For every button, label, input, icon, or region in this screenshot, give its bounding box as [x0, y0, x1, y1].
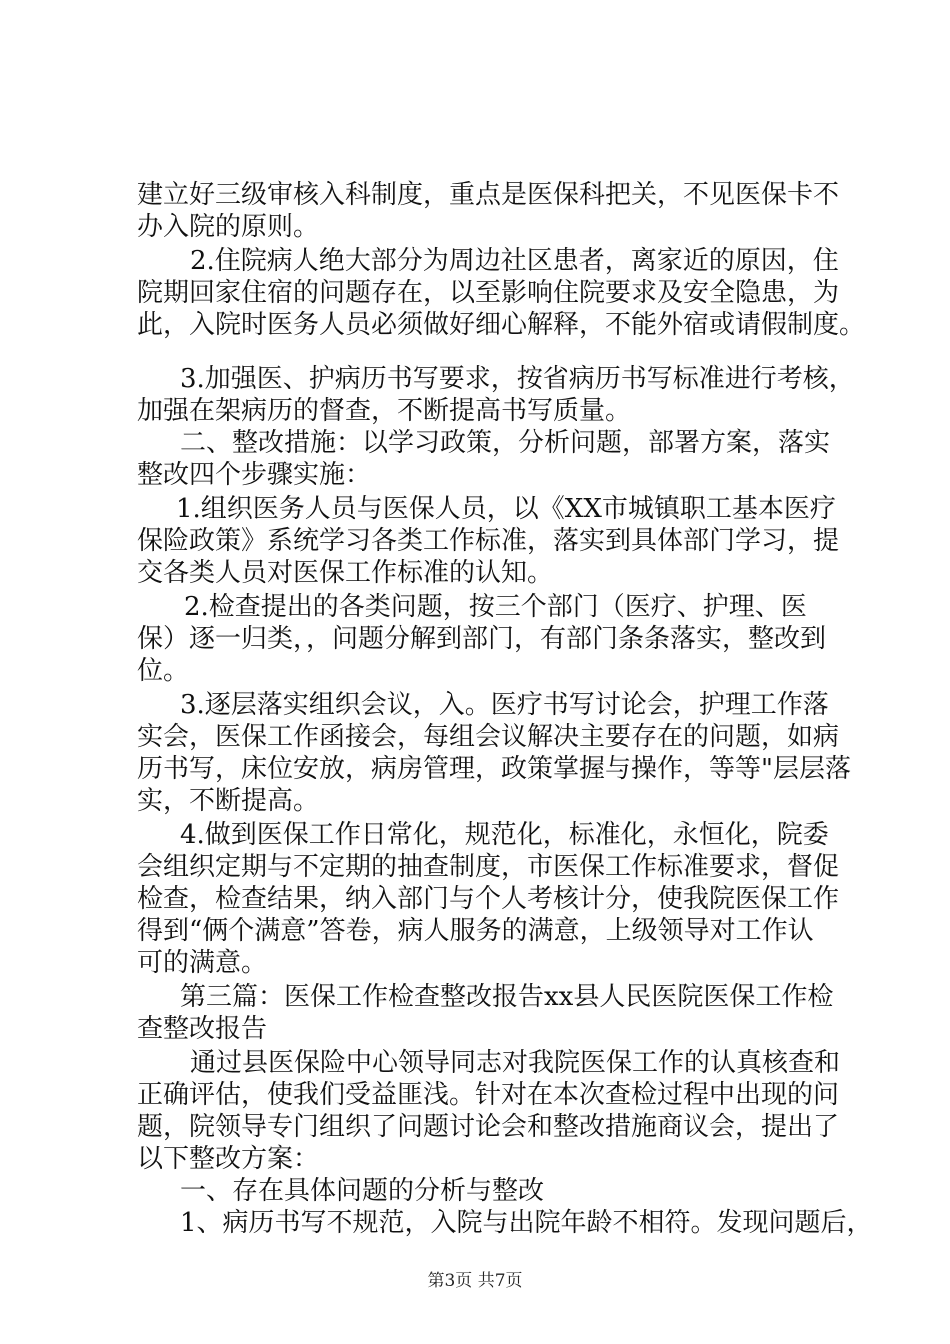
- page-number: 第3页 共7页: [427, 1271, 523, 1291]
- text-line: 正确评估，使我们受益匪浅。针对在本次查检过程中出现的问: [137, 1080, 840, 1110]
- text-line: 4.做到医保工作日常化，规范化，标准化，永恒化，院委: [180, 820, 829, 850]
- text-line: 保）逐一归类，，问题分解到部门，有部门条条落实，整改到: [137, 624, 827, 654]
- text-line: 办入院的原则。: [137, 212, 320, 242]
- text-line: 此，入院时医务人员必须做好细心解释，不能外宿或请假制度。: [137, 310, 866, 340]
- text-line: 3.逐层落实组织会议，入。医疗书写讨论会，护理工作落: [180, 690, 829, 720]
- text-line: 实，不断提高。: [137, 786, 320, 816]
- text-line: 2.住院病人绝大部分为周边社区患者，离家近的原因，住: [190, 246, 839, 276]
- text-line: 会组织定期与不定期的抽查制度，市医保工作标准要求，督促: [137, 852, 840, 882]
- text-line: 2.检查提出的各类问题，按三个部门（医疗、护理、医: [184, 592, 807, 622]
- text-line: 1.组织医务人员与医保人员，以《XX市城镇职工基本医疗: [176, 494, 836, 524]
- text-line: 得到“俩个满意”答卷，病人服务的满意，上级领导对工作认: [137, 916, 814, 946]
- text-line: 以下整改方案：: [137, 1144, 320, 1174]
- text-line: 建立好三级审核入科制度，重点是医保科把关，不见医保卡不: [137, 180, 840, 210]
- text-line: 实会，医保工作函接会，每组会议解决主要存在的问题，如病: [137, 722, 840, 752]
- text-line: 保险政策》系统学习各类工作标准，落实到具体部门学习，提: [137, 526, 840, 556]
- text-line: 二、整改措施：以学习政策，分析问题，部署方案，落实: [180, 428, 831, 458]
- text-line: 整改四个步骤实施：: [137, 460, 372, 490]
- section-heading: 第三篇：医保工作检查整改报告xx县人民医院医保工作检: [180, 982, 834, 1012]
- text-line: 检查，检查结果，纳入部门与个人考核计分，使我院医保工作: [137, 884, 840, 914]
- text-line: 通过县医保险中心领导同志对我院医保工作的认真核查和: [190, 1048, 841, 1078]
- text-line: 可的满意。: [137, 948, 268, 978]
- text-line: 历书写，床位安放，病房管理，政策掌握与操作，等等"层层落: [137, 754, 851, 784]
- text-line: 院期回家住宿的问题存在，以至影响住院要求及安全隐患，为: [137, 278, 840, 308]
- text-line: 题，院领导专门组织了问题讨论会和整改措施商议会，提出了: [137, 1112, 840, 1142]
- text-line: 3.加强医、护病历书写要求，按省病历书写标准进行考核，: [180, 364, 855, 394]
- text-line: 加强在架病历的督查，不断提高书写质量。: [137, 396, 632, 426]
- text-line: 位。: [137, 656, 190, 686]
- section-heading: 查整改报告: [137, 1014, 268, 1044]
- text-line: 交各类人员对医保工作标准的认知。: [137, 558, 554, 588]
- text-line: 1、病历书写不规范，入院与出院年龄不相符。发现问题后，: [180, 1208, 873, 1238]
- text-line: 一、存在具体问题的分析与整改: [180, 1176, 545, 1206]
